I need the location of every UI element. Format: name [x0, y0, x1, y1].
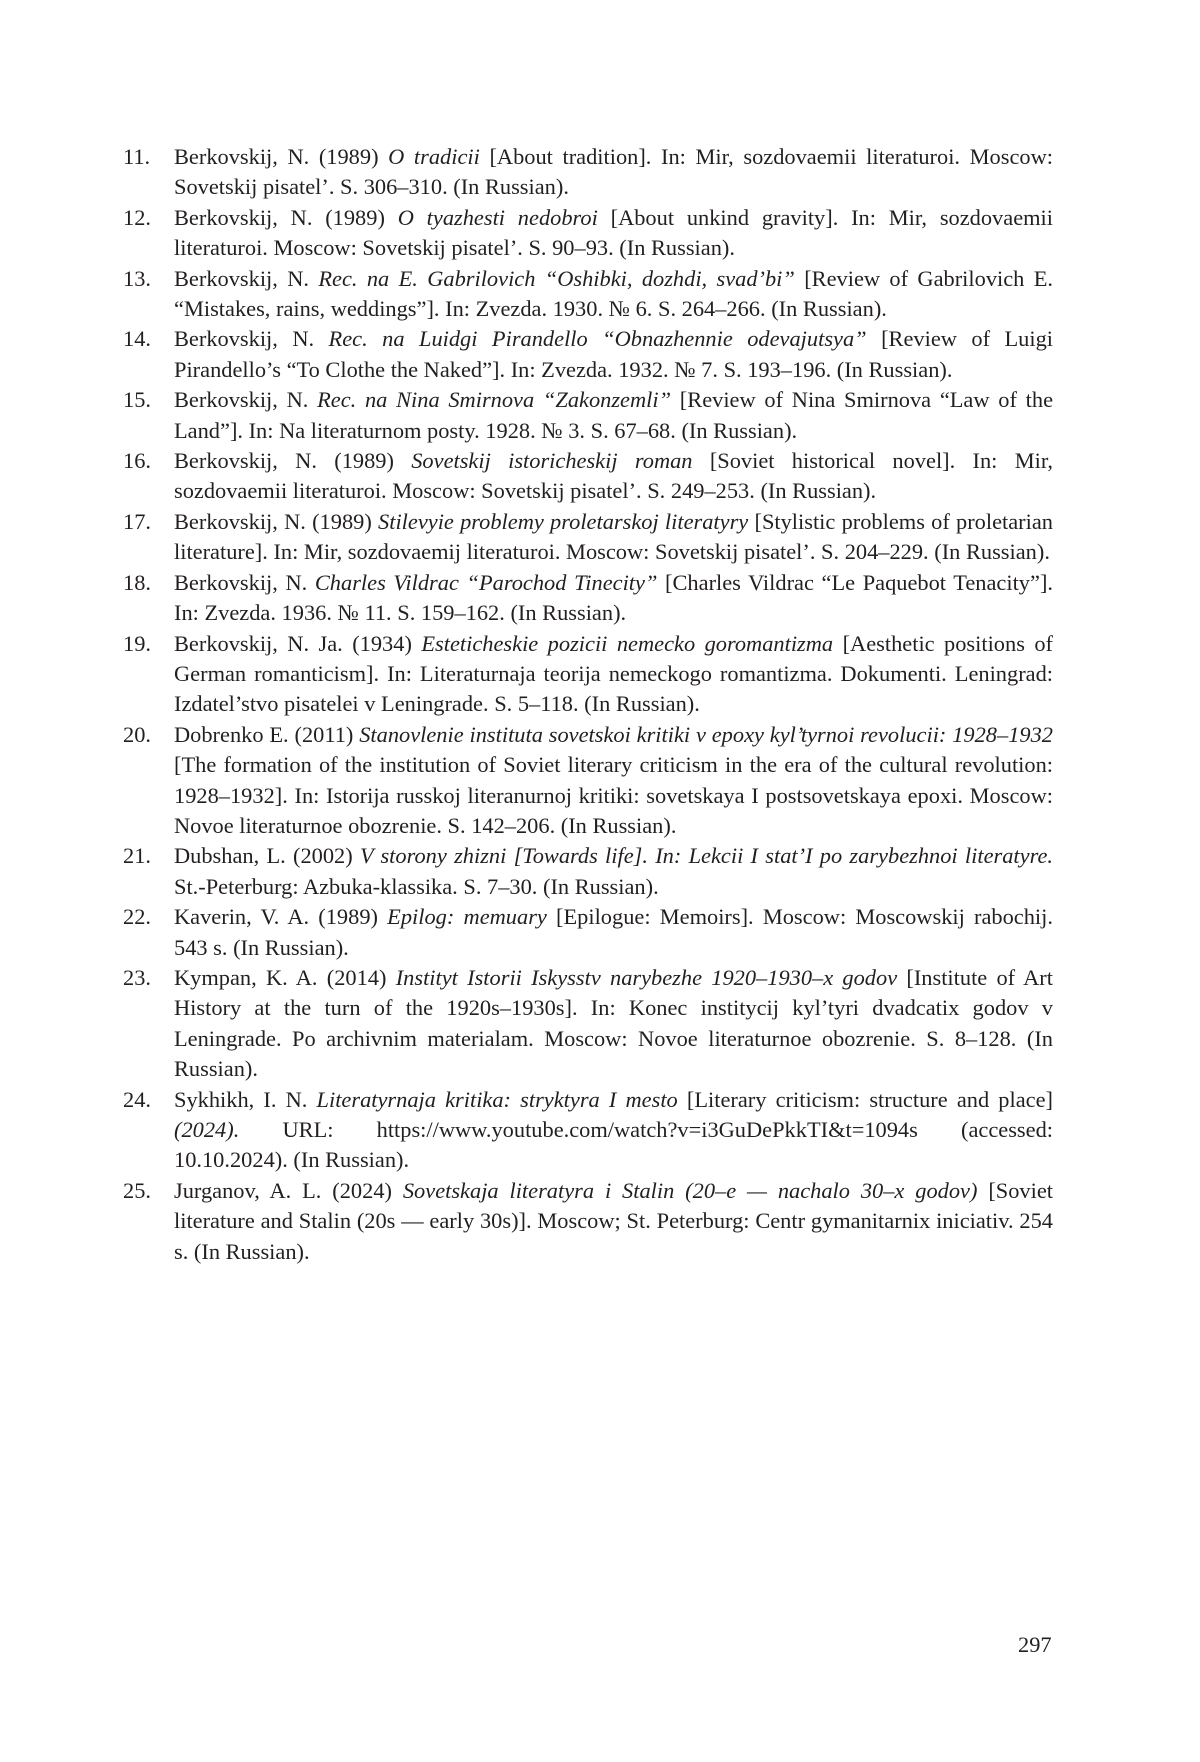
reference-number: 16. — [123, 448, 151, 474]
reference-segment: Berkovskij, N. — [174, 387, 318, 413]
reference-number: 20. — [123, 721, 151, 747]
reference-item — [123, 902, 1053, 963]
reference-number: 19. — [123, 630, 151, 656]
reference-number: 23. — [123, 964, 151, 990]
reference-item — [123, 720, 1053, 842]
reference-segment: Berkovskij, N. (1989) — [174, 508, 379, 534]
reference-segment: Berkovskij, N. — [174, 326, 329, 352]
reference-segment: [Soviet literature and Stalin (20s — early 30s)]. Moscow; St. Peterburg: Centr gymanitarnix iniciativ. 254 s. (In Russian). — [174, 1177, 1053, 1264]
reference-item — [123, 142, 1053, 203]
reference-number: 17. — [123, 508, 151, 534]
reference-segment: [Review of Gabrilovich E. “Mistakes, rains, weddings”]. In: Zvezda. 1930. № 6. S. 264–266. (In Russian). — [174, 265, 1053, 322]
reference-text — [174, 570, 1053, 625]
reference-segment: [Epilogue: Memoirs]. Moscow: Moscowskij rabochij. 543 s. (In Russian). — [174, 904, 1053, 960]
reference-title: Sovetskij istoricheskij roman — [411, 448, 693, 474]
reference-text — [174, 843, 1053, 898]
reference-number: 15. — [123, 387, 151, 413]
reference-text — [174, 509, 1053, 564]
reference-title: V storony zhizni [Towards life]. In: Lekcii I stat’I po zarybezhnoi literatyre. — [359, 843, 1053, 869]
reference-title: Stilevyie problemy proletarskoj literatyry — [378, 508, 749, 534]
reference-title: Stanovlenie instituta sovetskoi kritiki v epoxy kyl’tyrnoi revolucii: 1928–1932 — [359, 721, 1053, 747]
reference-item — [123, 264, 1053, 325]
reference-segment: [Charles Vildrac “Le Paquebot Tenacity”]. In: Zvezda. 1936. № 11. S. 159–162. (In Russian). — [174, 569, 1053, 626]
reference-title: Rec. na Luidgi Pirandello “Obnazhennie odevajutsya” — [328, 326, 867, 352]
reference-segment: Dobrenko E. (2011) — [174, 721, 360, 747]
reference-number: 13. — [123, 265, 151, 291]
reference-item — [123, 568, 1053, 629]
reference-item — [123, 963, 1053, 1085]
reference-title: Epilog: memuary — [387, 904, 547, 930]
reference-segment: Berkovskij, N. — [174, 569, 315, 595]
reference-title: Instityt Istorii Iskysstv narybezhe 1920–1930–x godov — [395, 964, 898, 990]
reference-item — [123, 841, 1053, 902]
reference-segment: [About unkind gravity]. In: Mir, sozdovaemii literaturoi. Moscow: Sovetskij pisatel’. S. 90–93. (In Russian). — [174, 204, 1053, 261]
reference-title: O tyazhesti nedobroi — [397, 204, 598, 230]
reference-segment: [Literary criticism: structure and place] — [677, 1086, 1053, 1112]
reference-segment: [About tradition]. In: Mir, sozdovaemii literaturoi. Moscow: Sovetskij pisatel’. S. 306–310. (In Russian). — [174, 144, 1053, 200]
reference-list — [123, 142, 1053, 1267]
reference-text — [174, 631, 1053, 717]
reference-number: 25. — [123, 1177, 151, 1203]
reference-segment: [Stylistic problems of proletarian literature]. In: Mir, sozdovaemij literaturoi. Moscow: Sovetskij pisatel’. S. 204–229. (In Russian). — [174, 508, 1053, 565]
reference-number: 18. — [123, 569, 151, 595]
reference-segment: Berkovskij, N. Ja. (1934) — [174, 630, 422, 656]
reference-segment: Berkovskij, N. (1989) — [174, 204, 398, 230]
reference-segment: Kympan, K. A. (2014) — [174, 964, 396, 990]
reference-text — [174, 1178, 1053, 1264]
reference-title: Rec. na E. Gabrilovich “Oshibki, dozhdi, svad’bi” — [318, 265, 795, 291]
reference-item — [123, 1085, 1053, 1176]
page-number: 297 — [1018, 1632, 1052, 1657]
reference-segment: Berkovskij, N. — [174, 265, 319, 291]
reference-text — [174, 387, 1053, 442]
reference-number: 22. — [123, 904, 151, 930]
reference-segment: Berkovskij, N. (1989) — [174, 448, 412, 474]
reference-number: 24. — [123, 1086, 151, 1112]
reference-segment: [Institute of Art History at the turn of the 1920s–1930s]. In: Konec institycij kyl’tyri dvadcatix godov v Leningrade. Po archivnim materialam. Moscow: Novoe literaturnoe obozrenie. S. 8–128. (In Russian). — [174, 964, 1053, 1082]
reference-segment: URL: https://www.youtube.com/watch?v=i3GuDePkkTI&t=1094s (accessed: 10.10.2024). (In Russian). — [174, 1117, 1053, 1173]
reference-item — [123, 507, 1053, 568]
reference-segment: St.-Peterburg: Azbuka-klassika. S. 7–30. (In Russian). — [174, 873, 659, 899]
reference-title: Esteticheskie pozicii nemecko goromantizma — [421, 630, 834, 656]
reference-text — [174, 722, 1053, 838]
reference-item — [123, 629, 1053, 720]
reference-segment: [Review of Luigi Pirandello’s “To Clothe the Naked”]. In: Zvezda. 1932. № 7. S. 193–196. (In Russian). — [174, 326, 1054, 382]
reference-number: 11. — [123, 144, 151, 169]
reference-text — [174, 205, 1053, 260]
reference-text — [174, 965, 1053, 1081]
reference-number: 12. — [123, 204, 151, 230]
reference-number: 21. — [123, 843, 151, 869]
reference-title: Charles Vildrac “Parochod Tinecity” — [314, 569, 658, 595]
reference-number: 14. — [123, 326, 151, 352]
reference-text — [174, 144, 1053, 199]
reference-item — [123, 203, 1053, 264]
reference-item — [123, 1176, 1053, 1267]
reference-segment: Kaverin, V. A. (1989) — [174, 904, 388, 930]
reference-segment: [Aesthetic positions of German romanticism]. In: Literaturnaja teorija nemeckogo romantizma. Dokumenti. Leningrad: Izdatel’stvo pisatelei v Leningrade. S. 5–118. (In Russian). — [174, 630, 1054, 717]
reference-title: Literatyrnaja kritika: stryktyra I mesto — [316, 1086, 678, 1112]
reference-title: Rec. na Nina Smirnova “Zakonzemli” — [317, 387, 672, 413]
reference-text — [174, 904, 1053, 959]
reference-title: Sovetskaja literatyra i Stalin (20–e — nachalo 30–x godov) — [402, 1177, 978, 1203]
reference-segment: [The formation of the institution of Soviet literary criticism in the era of the cultural revolution: 1928–1932]. In: Istorija russkoj literanurnoj kritiki: sovetskaya I postsovetskaya epoxi. Moscow: Novoe literaturnoe obozrenie. S. 142–206. (In Russian). — [174, 752, 1053, 838]
reference-item — [123, 446, 1053, 507]
reference-item — [123, 324, 1053, 385]
reference-text — [174, 1087, 1053, 1173]
reference-title: (2024). — [174, 1117, 240, 1142]
reference-segment: Sykhikh, I. N. — [174, 1086, 317, 1112]
reference-text — [174, 266, 1053, 321]
reference-title: O tradicii — [388, 144, 480, 169]
reference-text — [174, 448, 1053, 503]
reference-segment: Dubshan, L. (2002) — [174, 843, 360, 869]
reference-segment: [Soviet historical novel]. In: Mir, sozdovaemii literaturoi. Moscow: Sovetskij pisatel’. S. 249–253. (In Russian). — [174, 448, 1053, 504]
reference-segment: Jurganov, A. L. (2024) — [174, 1177, 403, 1203]
reference-segment: Berkovskij, N. (1989) — [174, 144, 389, 169]
reference-item — [123, 385, 1053, 446]
reference-segment: [Review of Nina Smirnova “Law of the Land”]. In: Na literaturnom posty. 1928. № 3. S. 67–68. (In Russian). — [174, 387, 1054, 443]
reference-text — [174, 326, 1053, 381]
